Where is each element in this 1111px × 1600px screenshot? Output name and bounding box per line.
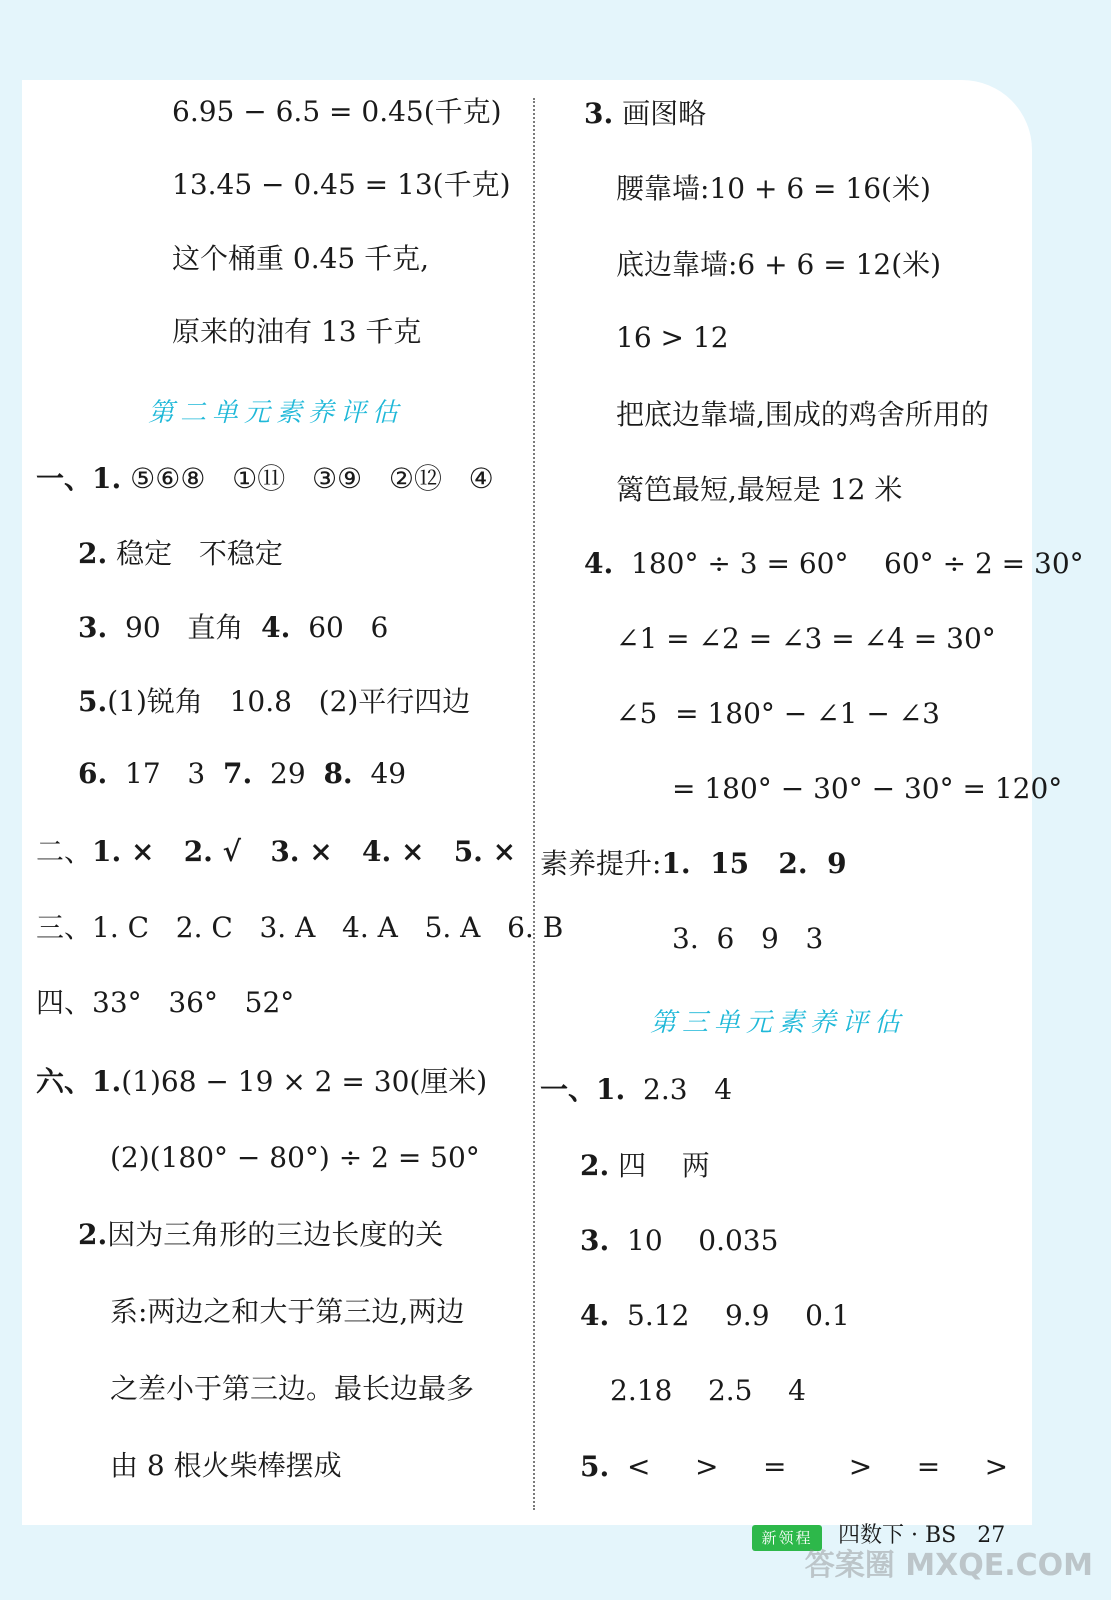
q1-2-line	[78, 536, 283, 572]
q1-answers: ⑤⑥⑧ ①⑪ ③⑨ ②⑫ ④	[121, 462, 494, 495]
s3-4-line	[580, 1298, 850, 1334]
s3-5-num: 5.	[580, 1450, 610, 1483]
suyang-1: 1. 15	[661, 847, 779, 880]
r3-line	[584, 96, 706, 132]
brand-tag: 新领程	[752, 1525, 822, 1551]
q1-6-line	[78, 756, 406, 792]
q1-3-text: 90 直角	[107, 611, 262, 644]
s3-1-text: 2.3 4	[625, 1073, 733, 1106]
q3-prefix: 三、	[36, 911, 93, 944]
r4-num: 4.	[584, 547, 614, 580]
r3-text: 画图略	[613, 97, 707, 130]
section-title-unit-2: 第二单元素养评估	[148, 398, 405, 428]
q1-4-num: 4.	[261, 611, 291, 644]
q1-2-text: 稳定 不稳定	[107, 537, 283, 570]
watermark-logo: 答案圈 MXQE.COM	[804, 1548, 1093, 1583]
left-line-1: 6.95 − 6.5 = 0.45(千克)	[172, 95, 502, 128]
q1-prefix: 一、1.	[36, 462, 122, 495]
q4-line: 四、33° 36° 52°	[36, 986, 295, 1019]
section-title-unit-3: 第三单元素养评估	[650, 1008, 907, 1038]
q6-2-text: 因为三角形的三边长度的关	[107, 1218, 444, 1251]
s3-5-text: < > = > = >	[609, 1450, 1009, 1483]
r4-line	[584, 546, 1084, 582]
r4-line-2: ∠5 = 180° − ∠1 − ∠3	[616, 697, 940, 730]
s3-4-line-2: 2.18 2.5 4	[610, 1374, 806, 1407]
q2-answers: 1. × 2. √ 3. × 4. × 5. ×	[92, 835, 517, 868]
s3-2-text: 四 两	[609, 1149, 710, 1182]
s3-5-line	[580, 1449, 1008, 1485]
s3-3-text: 10 0.035	[609, 1224, 779, 1257]
q1-7-text: 29	[252, 757, 324, 790]
q1-5-text: (1)锐角 10.8 (2)平行四边	[107, 685, 471, 718]
r3-line-3: 16 > 12	[616, 321, 729, 354]
r4-line-3: = 180° − 30° − 30° = 120°	[672, 772, 1063, 805]
r4-text: 180° ÷ 3 = 60° 60° ÷ 2 = 30°	[613, 547, 1084, 580]
left-line-3: 这个桶重 0.45 千克,	[172, 242, 430, 275]
q6-2-line-4: 由 8 根火柴棒摆成	[110, 1449, 342, 1482]
q1-6-text: 17 3	[107, 757, 223, 790]
r3-line-5: 篱笆最短,最短是 12 米	[616, 473, 903, 506]
r3-num: 3.	[584, 97, 614, 130]
q1-line	[36, 461, 494, 497]
q6-2-line-3: 之差小于第三边。最长边最多	[110, 1372, 475, 1405]
s3-prefix: 一、1.	[540, 1073, 626, 1106]
q1-7-num: 7.	[222, 757, 253, 790]
q3-answers: 1. C 2. C 3. A 4. A 5. A 6. B	[92, 911, 564, 944]
q2-line	[36, 834, 516, 870]
s3-2-num: 2.	[580, 1149, 610, 1182]
q6-prefix: 六、1.	[36, 1065, 122, 1098]
s3-1-line	[540, 1072, 732, 1108]
page-footer-text: 四数下 · BS 27	[838, 1523, 1006, 1548]
q2-prefix: 二、	[36, 835, 93, 868]
r3-line-2: 底边靠墙:6 + 6 = 12(米)	[616, 248, 942, 281]
q1-5-num: 5.	[78, 685, 108, 718]
q1-3-line	[78, 610, 388, 646]
q3-line	[36, 910, 563, 946]
r4-line-1: ∠1 = ∠2 = ∠3 = ∠4 = 30°	[616, 622, 996, 655]
r3-line-1: 腰靠墙:10 + 6 = 16(米)	[616, 172, 931, 205]
left-line-2: 13.45 − 0.45 = 13(千克)	[172, 168, 511, 201]
s3-4-text: 5.12 9.9 0.1	[609, 1299, 850, 1332]
q6-1-2-line: (2)(180° − 80°) ÷ 2 = 50°	[110, 1141, 480, 1174]
column-divider	[533, 98, 535, 1510]
s3-4-num: 4.	[580, 1299, 610, 1332]
suyang-prefix: 素养提升:	[540, 847, 662, 880]
s3-3-line	[580, 1223, 778, 1259]
suyang-2: 2. 9	[778, 847, 847, 880]
s3-2-line	[580, 1148, 710, 1184]
q1-5-line	[78, 684, 470, 720]
q1-4-text: 60 6	[290, 611, 389, 644]
q6-2-line	[78, 1217, 443, 1253]
q6-2-num: 2.	[78, 1218, 108, 1251]
q6-2-line-2: 系:两边之和大于第三边,两边	[110, 1295, 465, 1328]
q6-line	[36, 1064, 487, 1100]
q1-3-num: 3.	[78, 611, 108, 644]
q1-6-num: 6.	[78, 757, 108, 790]
left-line-4: 原来的油有 13 千克	[172, 315, 422, 348]
suyang-line	[540, 846, 847, 882]
q1-8-text: 49	[352, 757, 407, 790]
q6-1-text: (1)68 − 19 × 2 = 30(厘米)	[121, 1065, 488, 1098]
suyang-3: 3. 6 9 3	[672, 922, 824, 955]
r3-line-4: 把底边靠墙,围成的鸡舍所用的	[616, 398, 989, 431]
s3-3-num: 3.	[580, 1224, 610, 1257]
q1-2-num: 2.	[78, 537, 108, 570]
q1-8-num: 8.	[323, 757, 353, 790]
